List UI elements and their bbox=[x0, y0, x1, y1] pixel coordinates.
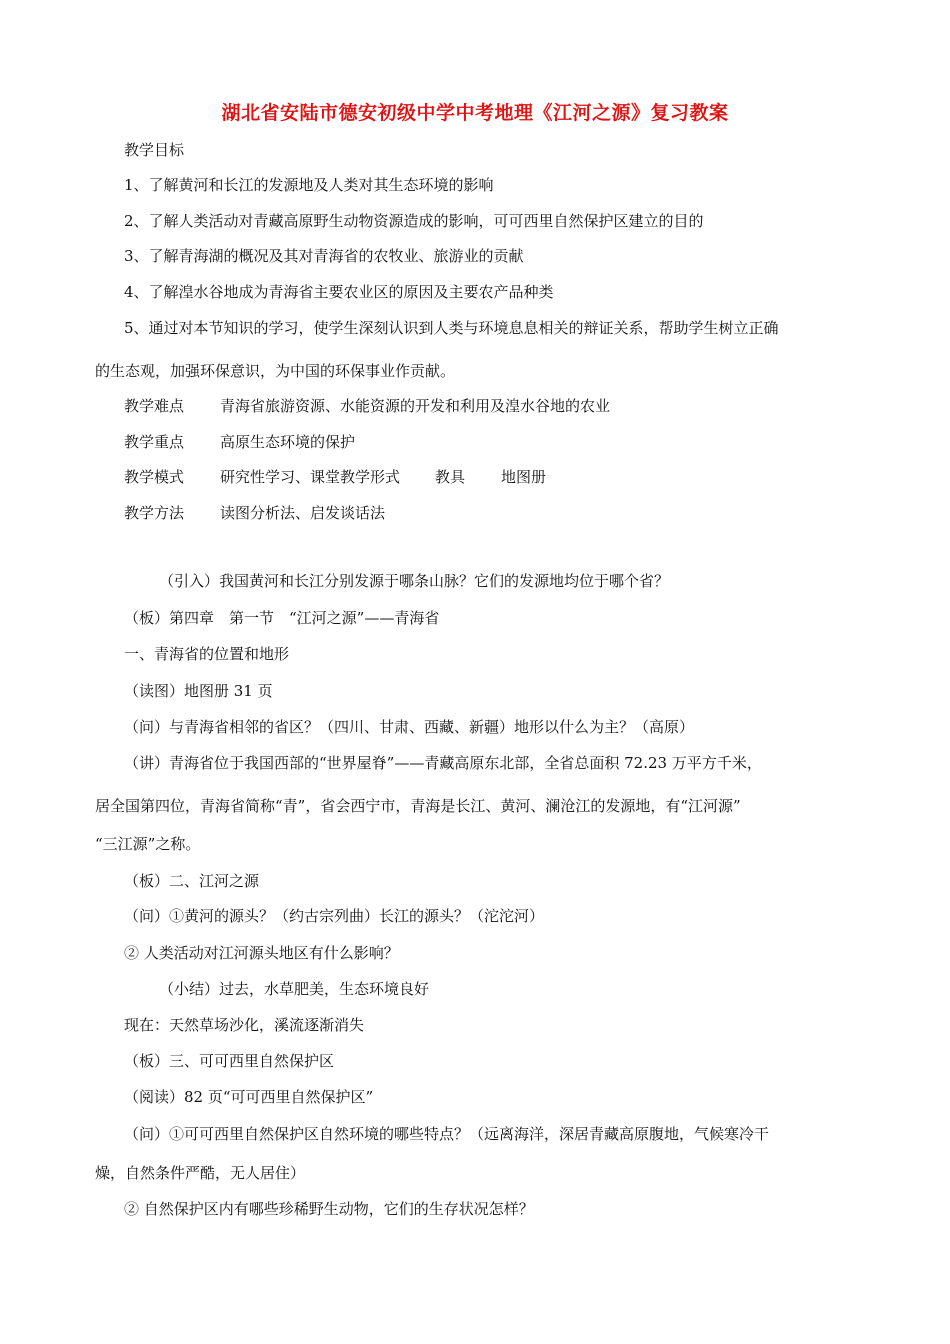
board-heading: （板）第四章 第一节 “江河之源”——青海省 bbox=[124, 609, 440, 627]
question-paragraph-continued: 燥，自然条件严酷，无人居住） bbox=[95, 1164, 306, 1182]
question-item: ② 自然保护区内有哪些珍稀野生动物，它们的生存状况怎样？ bbox=[124, 1200, 534, 1218]
question-paragraph: （问）①可可西里自然保护区自然环境的哪些特点？（远离海洋，深居青藏高原腹地，气候寒冷干 bbox=[124, 1125, 770, 1143]
objective-item: 3、了解青海湖的概况及其对青海省的农牧业、旅游业的贡献 bbox=[124, 247, 524, 265]
difficulty-value: 青海省旅游资源、水能资源的开发和利用及湟水谷地的农业 bbox=[220, 397, 611, 415]
lecture-paragraph-continued: “三江源”之称。 bbox=[95, 835, 201, 853]
tools-value: 地图册 bbox=[501, 468, 547, 486]
focus-label: 教学重点 bbox=[124, 433, 185, 451]
objective-item: 2、了解人类活动对青藏高原野生动物资源造成的影响，可可西里自然保护区建立的目的 bbox=[124, 212, 704, 230]
question-paragraph: （问）①黄河的源头？（约古宗列曲）长江的源头？（沱沱河） bbox=[124, 907, 545, 925]
objective-item: 5、通过对本节知识的学习，使学生深刻认识到人类与环境息息相关的辩证关系，帮助学生树立正确 bbox=[124, 319, 779, 337]
tools-label: 教具 bbox=[435, 468, 466, 486]
mode-label: 教学模式 bbox=[124, 468, 185, 486]
current-state-paragraph: 现在：天然草场沙化，溪流逐渐消失 bbox=[124, 1016, 365, 1034]
document-title: 湖北省安陆市德安初级中学中考地理《江河之源》复习教案 bbox=[221, 102, 729, 124]
objective-item: 4、了解湟水谷地成为青海省主要农业区的原因及主要农产品种类 bbox=[124, 283, 554, 301]
board-heading: （板）三、可可西里自然保护区 bbox=[124, 1052, 335, 1070]
objective-item: 1、了解黄河和长江的发源地及人类对其生态环境的影响 bbox=[124, 176, 494, 194]
difficulty-row bbox=[124, 396, 610, 416]
question-item: ② 人类活动对江河源头地区有什么影响？ bbox=[124, 944, 399, 962]
lecture-paragraph-continued: 居全国第四位，青海省简称“青”，省会西宁市，青海是长江、黄河、澜沧江的发源地，有“江河源” bbox=[95, 797, 741, 815]
board-heading: （板）二、江河之源 bbox=[124, 872, 260, 890]
objectives-heading: 教学目标 bbox=[124, 141, 185, 159]
method-value: 读图分析法、启发谈话法 bbox=[220, 504, 386, 522]
mode-value: 研究性学习、课堂教学形式 bbox=[220, 468, 401, 486]
question-paragraph: （问）与青海省相邻的省区？（四川、甘肃、西藏、新疆）地形以什么为主？（高原） bbox=[124, 718, 695, 736]
method-label: 教学方法 bbox=[124, 504, 185, 522]
method-row bbox=[124, 503, 385, 523]
mode-row bbox=[124, 467, 546, 487]
focus-value: 高原生态环境的保护 bbox=[220, 433, 356, 451]
difficulty-label: 教学难点 bbox=[124, 397, 185, 415]
summary-paragraph: （小结）过去，水草肥美，生态环境良好 bbox=[159, 980, 430, 998]
read-instruction: （读图）地图册 31 页 bbox=[124, 682, 273, 700]
section-heading: 一、青海省的位置和地形 bbox=[124, 645, 290, 663]
objective-item-continued: 的生态观，加强环保意识，为中国的环保事业作贡献。 bbox=[95, 362, 456, 380]
intro-paragraph: （引入）我国黄河和长江分别发源于哪条山脉？它们的发源地均位于哪个省？ bbox=[159, 572, 670, 590]
lecture-paragraph: （讲）青海省位于我国西部的“世界屋脊”——青藏高原东北部，全省总面积 72.23 万平方千米， bbox=[124, 754, 762, 772]
read-instruction: （阅读）82 页“可可西里自然保护区” bbox=[124, 1088, 374, 1106]
focus-row bbox=[124, 432, 355, 452]
